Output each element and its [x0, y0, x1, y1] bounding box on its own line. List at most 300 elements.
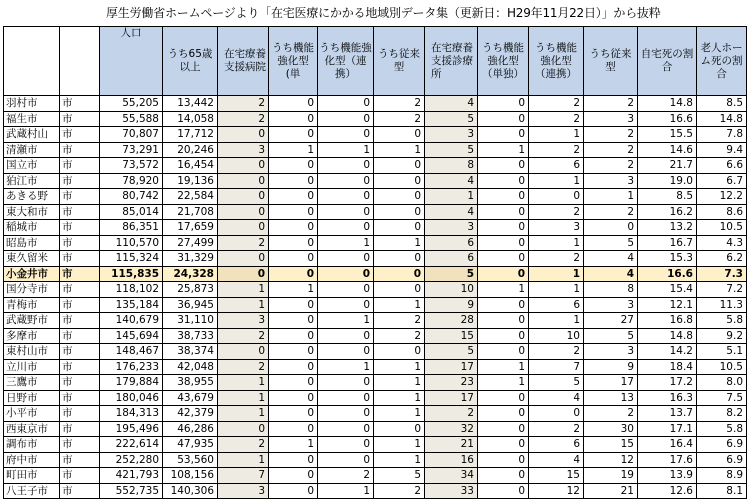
cell-clin-collab: 4: [529, 452, 584, 468]
cell-city-name: 東大和市: [4, 204, 60, 220]
cell-clin-collab: 15: [529, 468, 584, 484]
cell-over65: 14,058: [163, 111, 218, 127]
cell-hosp-single: 1: [269, 437, 318, 453]
cell-population: 222,614: [100, 437, 163, 453]
cell-clin-collab: 1: [529, 127, 584, 143]
cell-city-name: 小金井市: [4, 266, 60, 282]
cell-clin-single: 0: [478, 111, 529, 127]
cell-clinic: 3: [425, 220, 478, 236]
table-row: [4, 111, 747, 127]
table-row: [4, 406, 747, 422]
cell-clin-conv: 9: [584, 359, 638, 375]
cell-clin-collab: 6: [529, 158, 584, 174]
cell-over65: 53,560: [163, 452, 218, 468]
cell-hosp-collab: 0: [318, 406, 374, 422]
cell-clin-collab: 7: [529, 359, 584, 375]
cell-clin-collab: 2: [529, 344, 584, 360]
cell-hospital: 7: [218, 468, 269, 484]
table-row: [4, 328, 747, 344]
cell-clin-collab: 5: [529, 375, 584, 391]
cell-hosp-collab: 0: [318, 344, 374, 360]
cell-city-suffix: 市: [60, 468, 100, 484]
cell-home-death: 17.6: [638, 452, 697, 468]
cell-city-suffix: 市: [60, 266, 100, 282]
cell-clin-single: 0: [478, 251, 529, 267]
cell-nursing-death: 6.9: [697, 437, 747, 453]
cell-clin-conv: 27: [584, 313, 638, 329]
cell-clin-single: 0: [478, 158, 529, 174]
cell-hospital: 3: [218, 313, 269, 329]
cell-clin-conv: 13: [584, 390, 638, 406]
header-home-death: 自宅死の割合: [638, 27, 697, 96]
cell-city-name: 調布市: [4, 437, 60, 453]
cell-hosp-collab: 0: [318, 173, 374, 189]
cell-clin-collab: 0: [529, 406, 584, 422]
cell-over65: 16,454: [163, 158, 218, 174]
cell-city-name: 青梅市: [4, 297, 60, 313]
cell-clinic: 10: [425, 282, 478, 298]
cell-hosp-single: 0: [269, 158, 318, 174]
cell-city-name: 三鷹市: [4, 375, 60, 391]
cell-clin-single: 0: [478, 344, 529, 360]
cell-hosp-collab: 0: [318, 127, 374, 143]
cell-city-suffix: 市: [60, 406, 100, 422]
cell-home-death: 21.7: [638, 158, 697, 174]
cell-hosp-single: 0: [269, 406, 318, 422]
cell-nursing-death: 7.3: [697, 266, 747, 282]
cell-hosp-collab: 0: [318, 328, 374, 344]
cell-hosp-single: 0: [269, 189, 318, 205]
cell-city-name: 武蔵野市: [4, 313, 60, 329]
cell-hospital: 0: [218, 344, 269, 360]
cell-hospital: 1: [218, 297, 269, 313]
cell-hosp-collab: 0: [318, 189, 374, 205]
cell-clin-single: 0: [478, 483, 529, 499]
cell-city-suffix: 市: [60, 452, 100, 468]
cell-nursing-death: 5.8: [697, 421, 747, 437]
cell-city-name: 日野市: [4, 390, 60, 406]
cell-over65: 38,374: [163, 344, 218, 360]
cell-hosp-conv: 1: [374, 406, 425, 422]
cell-city-suffix: 市: [60, 359, 100, 375]
cell-home-death: 13.2: [638, 220, 697, 236]
cell-city-suffix: 市: [60, 96, 100, 112]
cell-home-death: 13.9: [638, 468, 697, 484]
cell-hosp-collab: 0: [318, 297, 374, 313]
cell-clin-conv: 2: [584, 96, 638, 112]
cell-city-suffix: 市: [60, 483, 100, 499]
cell-clinic: 5: [425, 142, 478, 158]
cell-population: 85,014: [100, 204, 163, 220]
cell-nursing-death: 12.2: [697, 189, 747, 205]
cell-clin-collab: 2: [529, 142, 584, 158]
cell-clin-collab: 1: [529, 173, 584, 189]
cell-hosp-conv: 0: [374, 173, 425, 189]
cell-population: 140,679: [100, 313, 163, 329]
cell-hosp-single: 0: [269, 483, 318, 499]
cell-clin-collab: 6: [529, 437, 584, 453]
table-row: [4, 282, 747, 298]
cell-population: 55,588: [100, 111, 163, 127]
cell-hosp-conv: 0: [374, 189, 425, 205]
cell-nursing-death: 8.2: [697, 406, 747, 422]
cell-hosp-single: 0: [269, 344, 318, 360]
cell-clinic: 9: [425, 297, 478, 313]
cell-clin-single: 0: [478, 204, 529, 220]
cell-home-death: 16.2: [638, 204, 697, 220]
cell-home-death: 16.6: [638, 266, 697, 282]
cell-over65: 13,442: [163, 96, 218, 112]
cell-clinic: 4: [425, 204, 478, 220]
cell-hosp-collab: 0: [318, 421, 374, 437]
cell-hosp-single: 0: [269, 266, 318, 282]
cell-hosp-single: 1: [269, 142, 318, 158]
cell-city-name: 武蔵村山: [4, 127, 60, 143]
cell-nursing-death: 8.6: [697, 204, 747, 220]
cell-population: 73,572: [100, 158, 163, 174]
cell-hosp-conv: 1: [374, 452, 425, 468]
cell-home-death: 16.3: [638, 390, 697, 406]
cell-nursing-death: 7.2: [697, 282, 747, 298]
cell-clin-single: 0: [478, 96, 529, 112]
cell-clin-conv: 2: [584, 204, 638, 220]
cell-clin-single: 0: [478, 390, 529, 406]
cell-hosp-conv: 0: [374, 158, 425, 174]
cell-home-death: 15.3: [638, 251, 697, 267]
cell-home-death: 16.4: [638, 437, 697, 453]
cell-clinic: 4: [425, 96, 478, 112]
cell-over65: 36,945: [163, 297, 218, 313]
cell-population: 80,742: [100, 189, 163, 205]
cell-hospital: 2: [218, 111, 269, 127]
cell-over65: 27,499: [163, 235, 218, 251]
cell-over65: 19,136: [163, 173, 218, 189]
cell-population: 118,102: [100, 282, 163, 298]
cell-population: 70,807: [100, 127, 163, 143]
cell-hosp-single: 0: [269, 313, 318, 329]
cell-population: 86,351: [100, 220, 163, 236]
cell-over65: 140,306: [163, 483, 218, 499]
cell-home-death: 12.6: [638, 483, 697, 499]
cell-hosp-single: 0: [269, 235, 318, 251]
cell-city-name: 多摩市: [4, 328, 60, 344]
cell-clin-single: 1: [478, 359, 529, 375]
cell-nursing-death: 8.1: [697, 483, 747, 499]
cell-clinic: 28: [425, 313, 478, 329]
cell-population: 135,184: [100, 297, 163, 313]
cell-hosp-single: 0: [269, 421, 318, 437]
header-suffix-blank: [60, 27, 100, 96]
cell-nursing-death: 14.8: [697, 111, 747, 127]
cell-clin-conv: 17: [584, 375, 638, 391]
cell-nursing-death: 9.2: [697, 328, 747, 344]
header-population: 人口: [100, 27, 163, 96]
cell-hosp-collab: 1: [318, 142, 374, 158]
table-row: [4, 235, 747, 251]
cell-hospital: 1: [218, 375, 269, 391]
cell-hosp-single: 0: [269, 251, 318, 267]
cell-clin-conv: 3: [584, 297, 638, 313]
cell-over65: 38,733: [163, 328, 218, 344]
cell-home-death: 17.1: [638, 421, 697, 437]
cell-home-death: 14.6: [638, 142, 697, 158]
cell-clinic: 5: [425, 266, 478, 282]
cell-hosp-conv: 0: [374, 204, 425, 220]
cell-city-suffix: 市: [60, 251, 100, 267]
table-row: [4, 452, 747, 468]
table-row: [4, 375, 747, 391]
table-row: [4, 390, 747, 406]
cell-home-death: 18.4: [638, 359, 697, 375]
table-row: [4, 313, 747, 329]
cell-clinic: 8: [425, 158, 478, 174]
cell-hosp-conv: 2: [374, 111, 425, 127]
cell-hospital: 0: [218, 158, 269, 174]
cell-over65: 20,246: [163, 142, 218, 158]
cell-hosp-conv: 2: [374, 96, 425, 112]
cell-clin-collab: 1: [529, 235, 584, 251]
cell-city-suffix: 市: [60, 235, 100, 251]
cell-over65: 17,712: [163, 127, 218, 143]
cell-nursing-death: 11.3: [697, 297, 747, 313]
cell-clinic: 4: [425, 173, 478, 189]
header-nursing-death: 老人ホーム死の割合: [697, 27, 747, 96]
cell-city-suffix: 市: [60, 328, 100, 344]
table-row: [4, 173, 747, 189]
cell-hosp-collab: 0: [318, 111, 374, 127]
cell-population: 176,233: [100, 359, 163, 375]
cell-city-name: 昭島市: [4, 235, 60, 251]
cell-hosp-single: 0: [269, 390, 318, 406]
cell-clin-collab: 2: [529, 421, 584, 437]
cell-city-name: 東久留米: [4, 251, 60, 267]
cell-hosp-collab: 0: [318, 204, 374, 220]
cell-over65: 38,955: [163, 375, 218, 391]
cell-population: 115,835: [100, 266, 163, 282]
cell-hospital: 2: [218, 96, 269, 112]
cell-city-suffix: 市: [60, 204, 100, 220]
cell-hosp-single: 0: [269, 375, 318, 391]
cell-clin-collab: 2: [529, 204, 584, 220]
cell-clin-conv: 30: [584, 421, 638, 437]
cell-nursing-death: 10.5: [697, 359, 747, 375]
cell-hosp-collab: 0: [318, 266, 374, 282]
cell-population: 184,313: [100, 406, 163, 422]
cell-city-name: 国分寺市: [4, 282, 60, 298]
cell-hosp-collab: 0: [318, 158, 374, 174]
cell-clin-single: 0: [478, 328, 529, 344]
cell-home-death: 19.0: [638, 173, 697, 189]
cell-clinic: 5: [425, 111, 478, 127]
cell-hospital: 1: [218, 406, 269, 422]
cell-over65: 42,048: [163, 359, 218, 375]
cell-population: 195,496: [100, 421, 163, 437]
cell-clinic: 17: [425, 390, 478, 406]
table-row: [4, 127, 747, 143]
cell-clinic: 6: [425, 235, 478, 251]
cell-over65: 24,328: [163, 266, 218, 282]
cell-nursing-death: 7.5: [697, 390, 747, 406]
header-hospital: 在宅療養支援病院: [218, 27, 269, 96]
cell-hosp-conv: 0: [374, 127, 425, 143]
cell-clin-conv: 4: [584, 251, 638, 267]
header-over65: うち65歳以上: [163, 27, 218, 96]
cell-clin-single: 0: [478, 468, 529, 484]
cell-over65: 108,156: [163, 468, 218, 484]
table-row: [4, 437, 747, 453]
cell-city-suffix: 市: [60, 127, 100, 143]
cell-hosp-conv: 0: [374, 344, 425, 360]
cell-clin-collab: 6: [529, 297, 584, 313]
cell-population: 73,291: [100, 142, 163, 158]
cell-city-name: 町田市: [4, 468, 60, 484]
cell-hosp-conv: 1: [374, 375, 425, 391]
cell-clin-conv: 19: [584, 468, 638, 484]
header-row: [4, 27, 747, 96]
cell-hosp-conv: 0: [374, 282, 425, 298]
cell-home-death: 14.2: [638, 344, 697, 360]
cell-city-suffix: 市: [60, 313, 100, 329]
table-row: [4, 189, 747, 205]
header-hosp-conv: うち従来型: [374, 27, 425, 96]
cell-city-name: あきる野: [4, 189, 60, 205]
cell-nursing-death: 4.3: [697, 235, 747, 251]
cell-population: 552,735: [100, 483, 163, 499]
cell-clin-collab: 1: [529, 282, 584, 298]
cell-hosp-single: 0: [269, 359, 318, 375]
cell-clin-conv: 3: [584, 344, 638, 360]
cell-hospital: 0: [218, 251, 269, 267]
cell-nursing-death: 6.2: [697, 251, 747, 267]
cell-home-death: 16.6: [638, 111, 697, 127]
cell-nursing-death: 8.0: [697, 375, 747, 391]
cell-home-death: 12.1: [638, 297, 697, 313]
cell-clin-conv: 2: [584, 127, 638, 143]
cell-clinic: 32: [425, 421, 478, 437]
cell-clin-single: 0: [478, 189, 529, 205]
cell-clin-conv: 1: [584, 189, 638, 205]
cell-hosp-single: 0: [269, 204, 318, 220]
cell-hospital: 1: [218, 282, 269, 298]
cell-hospital: 0: [218, 127, 269, 143]
cell-population: 78,920: [100, 173, 163, 189]
cell-clin-collab: 1: [529, 266, 584, 282]
header-name-blank: [4, 27, 60, 96]
cell-clin-single: 0: [478, 235, 529, 251]
cell-clin-single: 0: [478, 220, 529, 236]
table-row: [4, 158, 747, 174]
cell-hosp-collab: 0: [318, 251, 374, 267]
cell-clin-conv: 5: [584, 235, 638, 251]
cell-clin-conv: 21: [584, 483, 638, 499]
header-clin-collab: うち機能強化型（連携）: [529, 27, 584, 96]
cell-population: 252,280: [100, 452, 163, 468]
cell-hospital: 0: [218, 189, 269, 205]
cell-city-suffix: 市: [60, 158, 100, 174]
cell-over65: 43,679: [163, 390, 218, 406]
cell-city-name: 稲城市: [4, 220, 60, 236]
cell-clin-single: 0: [478, 313, 529, 329]
cell-home-death: 17.2: [638, 375, 697, 391]
cell-clin-single: 0: [478, 297, 529, 313]
cell-clinic: 34: [425, 468, 478, 484]
cell-population: 421,793: [100, 468, 163, 484]
cell-clinic: 1: [425, 189, 478, 205]
cell-hosp-collab: 1: [318, 313, 374, 329]
cell-over65: 17,659: [163, 220, 218, 236]
cell-city-suffix: 市: [60, 390, 100, 406]
cell-clin-collab: 10: [529, 328, 584, 344]
table-row: [4, 220, 747, 236]
cell-clin-conv: 8: [584, 282, 638, 298]
cell-city-suffix: 市: [60, 344, 100, 360]
cell-clinic: 15: [425, 328, 478, 344]
cell-over65: 22,584: [163, 189, 218, 205]
cell-city-name: 国立市: [4, 158, 60, 174]
cell-clinic: 23: [425, 375, 478, 391]
cell-hosp-collab: 0: [318, 282, 374, 298]
cell-clin-single: 0: [478, 266, 529, 282]
cell-hospital: 1: [218, 452, 269, 468]
cell-clin-single: 0: [478, 406, 529, 422]
cell-clinic: 5: [425, 344, 478, 360]
cell-clin-single: 0: [478, 127, 529, 143]
cell-clin-collab: 12: [529, 483, 584, 499]
cell-city-name: 福生市: [4, 111, 60, 127]
cell-clin-collab: 4: [529, 390, 584, 406]
cell-hospital: 2: [218, 235, 269, 251]
cell-city-suffix: 市: [60, 437, 100, 453]
cell-over65: 31,329: [163, 251, 218, 267]
table-row: [4, 251, 747, 267]
cell-hosp-collab: 1: [318, 483, 374, 499]
cell-population: 179,884: [100, 375, 163, 391]
cell-clin-collab: 2: [529, 251, 584, 267]
cell-over65: 42,379: [163, 406, 218, 422]
cell-home-death: 15.4: [638, 282, 697, 298]
cell-hosp-collab: 0: [318, 375, 374, 391]
header-hosp-collab: うち機能強化型（連携）: [318, 27, 374, 96]
cell-nursing-death: 6.6: [697, 158, 747, 174]
header-clin-conv: うち従来型: [584, 27, 638, 96]
cell-clin-collab: 3: [529, 220, 584, 236]
cell-clinic: 3: [425, 127, 478, 143]
table-row: [4, 266, 747, 282]
cell-clin-conv: 2: [584, 158, 638, 174]
cell-hospital: 0: [218, 204, 269, 220]
cell-city-suffix: 市: [60, 173, 100, 189]
cell-city-name: 立川市: [4, 359, 60, 375]
table-row: [4, 344, 747, 360]
cell-clin-conv: 0: [584, 220, 638, 236]
cell-population: 55,205: [100, 96, 163, 112]
table-row: [4, 96, 747, 112]
cell-hospital: 2: [218, 328, 269, 344]
cell-hosp-single: 0: [269, 328, 318, 344]
cell-city-suffix: 市: [60, 220, 100, 236]
cell-clin-single: 0: [478, 421, 529, 437]
cell-hosp-collab: 1: [318, 235, 374, 251]
cell-hosp-collab: 2: [318, 468, 374, 484]
cell-population: 180,046: [100, 390, 163, 406]
table-row: [4, 297, 747, 313]
cell-hosp-conv: 0: [374, 421, 425, 437]
sheet-title: 厚生労働省ホームページより「在宅医療にかかる地域別データ集（更新日：H29年11月22日）」から抜粋: [106, 6, 661, 20]
cell-clin-collab: 2: [529, 96, 584, 112]
cell-city-suffix: 市: [60, 189, 100, 205]
cell-hosp-single: 0: [269, 111, 318, 127]
cell-city-suffix: 市: [60, 142, 100, 158]
